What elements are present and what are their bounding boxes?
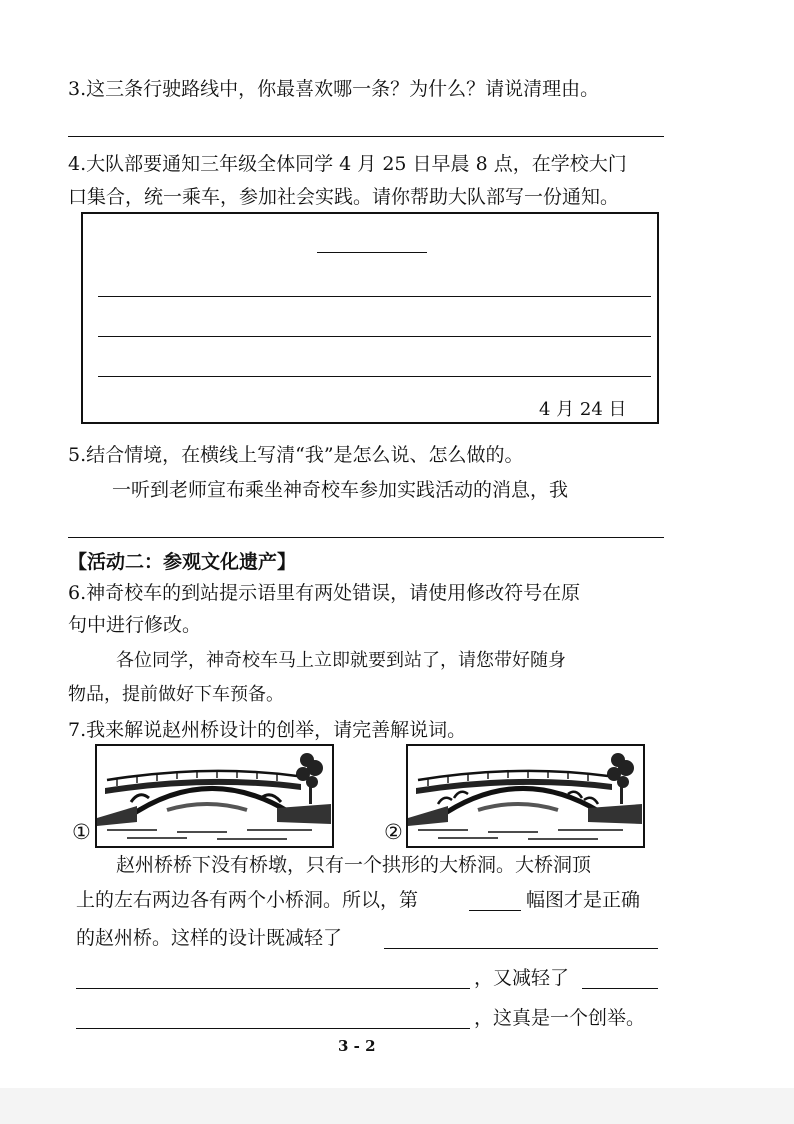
answer-blank-figure-number[interactable] xyxy=(469,910,521,911)
question-3-text: 3.这三条行驶路线中，你最喜欢哪一条？为什么？请说清理由。 xyxy=(68,78,600,100)
question-7-para-4: ，又减轻了 xyxy=(474,967,570,989)
bridge-illustration-2 xyxy=(408,746,642,845)
question-6-sentence-2: 物品，提前做好下车预备。 xyxy=(68,684,284,705)
question-7-para-2a: 上的左右两边各有两个小桥洞。所以，第 xyxy=(76,889,419,911)
bridge-illustration-1 xyxy=(97,746,331,845)
bridge-figure-1 xyxy=(95,744,334,848)
question-5-line-1: 5.结合情境，在横线上写清“我”是怎么说、怎么做的。 xyxy=(68,444,524,466)
answer-line-q7-3[interactable] xyxy=(582,988,658,989)
question-6-sentence-1: 各位同学，神奇校车马上立即就要到站了，请您带好随身 xyxy=(116,650,566,671)
answer-line-q7-1[interactable] xyxy=(384,948,658,949)
notice-line-1[interactable] xyxy=(98,296,651,297)
question-6-line-1: 6.神奇校车的到站提示语里有两处错误，请使用修改符号在原 xyxy=(68,582,581,604)
question-7-para-1: 赵州桥桥下没有桥墩，只有一个拱形的大桥洞。大桥洞顶 xyxy=(116,854,592,876)
question-4-line-2: 口集合，统一乘车，参加社会实践。请你帮助大队部写一份通知。 xyxy=(68,186,620,208)
question-7-para-5: ，这真是一个创举。 xyxy=(474,1007,646,1029)
notice-line-3[interactable] xyxy=(98,376,651,377)
answer-line-q3[interactable] xyxy=(68,136,664,137)
activity-2-title: 【活动二：参观文化遗产】 xyxy=(68,551,297,573)
question-7-para-2b: 幅图才是正确 xyxy=(526,889,641,911)
notice-date: 4 月 24 日 xyxy=(539,399,627,420)
notice-line-2[interactable] xyxy=(98,336,651,337)
figure-2-label: ② xyxy=(384,820,403,844)
scan-bottom-margin xyxy=(0,1088,794,1124)
question-6-line-2: 句中进行修改。 xyxy=(68,614,202,636)
notice-title-line[interactable] xyxy=(317,252,427,253)
question-4-line-1: 4.大队部要通知三年级全体同学 4 月 25 日早晨 8 点，在学校大门 xyxy=(68,153,627,175)
question-7-para-3: 的赵州桥。这样的设计既减轻了 xyxy=(76,927,343,949)
bridge-figure-2 xyxy=(406,744,645,848)
answer-line-q7-2[interactable] xyxy=(76,988,470,989)
page-number: 3 - 2 xyxy=(338,1037,376,1055)
question-5-line-2: 一听到老师宣布乘坐神奇校车参加实践活动的消息，我 xyxy=(112,479,569,501)
figure-1-label: ① xyxy=(72,820,91,844)
answer-line-q7-4[interactable] xyxy=(76,1028,470,1029)
notice-writing-box xyxy=(81,212,659,424)
question-7-title: 7.我来解说赵州桥设计的创举，请完善解说词。 xyxy=(68,719,467,741)
answer-line-q5[interactable] xyxy=(68,537,664,538)
